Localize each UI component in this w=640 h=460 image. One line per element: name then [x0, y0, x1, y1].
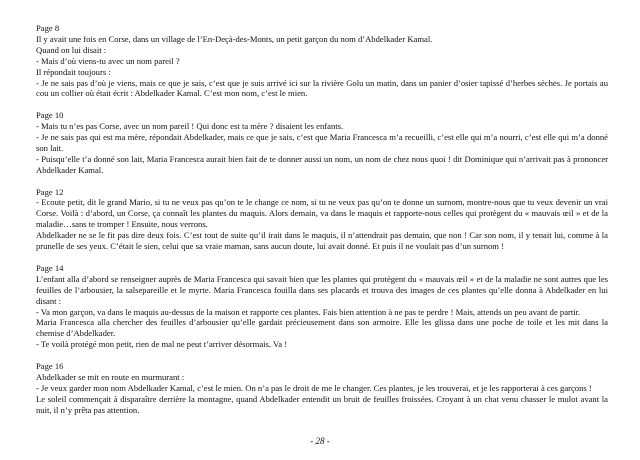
paragraph-line: L’enfant alla d’abord se renseigner auprès de Maria Francesca qui savait bien que les plantes qui protègent du « mauvais œil » et de la maladie ne sont autres que les feuilles de l’arbousier, la salsepareille et le myrte. Maria Francesca fouilla dans ses placards et trouva des images de ces plantes qu’elle donna à Abdelkader en lui disant : — [36, 273, 608, 306]
paragraph-line: Il répondait toujours : — [36, 66, 111, 77]
section-page-8 — [36, 23, 608, 99]
page-label: Page 12 — [36, 186, 64, 197]
section-page-12 — [36, 187, 608, 252]
paragraph-line: Quand on lui disait : — [36, 44, 107, 55]
paragraph-line: - Mais tu n’es pas Corse, avec un nom pareil ! Qui donc est ta mère ? disaient les enfants. — [36, 121, 344, 132]
page-number-footer: - 28 - — [310, 436, 330, 446]
paragraph-line: Le soleil commençait à disparaître derrière la montagne, quand Abdelkader entendit un bruit de feuilles froissées. Croyant à un chat venu chasser le mulot avant la nuit, il n’y prêta pas attention. — [36, 393, 608, 415]
paragraph-line: Il y avait une fois en Corse, dans un village de l’En-Deçà-des-Monts, un petit garçon du nom d’Abdelkader Kamal. — [36, 33, 433, 44]
section-page-10 — [36, 110, 608, 175]
paragraph-line: Abdelkader ne se le fit pas dire deux fois. C’est tout de suite qu’il irait dans le maquis, il n’attendrait pas demain, que non ! Car son nom, il y tenait lui, comme à la prunelle de ses yeux. C’était le sien, celui que sa vraie maman, sans aucun doute, lui avait donné. Et puis il ne voulait pas d’un surnom ! — [36, 230, 608, 252]
paragraph-line: - Je ne sais pas qui est ma mère, répondait Abdelkader, mais ce que je sais, c’est que Maria Francesca m’a recueilli, c’est elle qui m’a nourri, c’est elle qui m’a donné son lait. — [36, 132, 608, 153]
page-label: Page 16 — [36, 361, 64, 372]
paragraph-line: Maria Francesca alla chercher des feuilles d’arbousier qu’elle gardait précieusement dans son armoire. Elle les glissa dans une poche de toile et les mit dans la chemise d’Abdelkader. — [36, 317, 608, 339]
document-body — [36, 23, 608, 416]
paragraph-line: - Mais d’où viens-tu avec un nom pareil ? — [36, 55, 180, 66]
page-label: Page 10 — [36, 110, 64, 121]
paragraph-line: - Te voilà protégé mon petit, rien de mal ne peut t’arriver désormais. Va ! — [36, 339, 288, 350]
paragraph-line: - Va mon garçon, va dans le maquis au-dessus de la maison et rapporte ces plantes. Fais bien attention à ne pas te perdre ! Mais, attends un peu avant de partir. — [36, 306, 581, 317]
paragraph-line: - Je veux garder mon nom Abdelkader Kamal, c’est le mien. On n’a pas le droit de me le changer. Ces plantes, je les trouverai, et je les rapporterai à ces garçons ! — [36, 382, 592, 393]
section-page-14 — [36, 263, 608, 350]
page-label: Page 8 — [36, 23, 60, 33]
paragraph-line: Abdelkader se mit en route en murmurant : — [36, 371, 185, 382]
paragraph-line: - Ecoute petit, dit le grand Mario, si tu ne veux pas qu’on te le change ce nom, si tu ne veux pas qu’on te donne un surnom, montre-nous que tu veux devenir un vrai Corse. Voilà : d’abord, un Corse, ça connaît les plantes du maquis. Alors demain, va dans le maquis et rapporte-nous celles qui protègent du « mauvais œil » et de la maladie…sans te tromper ! Ensuite, nous verrons. — [36, 197, 608, 230]
paragraph-line: - Puisqu’elle t’a donné son lait, Maria Francesca aurait bien fait de te donner aussi un nom, un nom de chez nous quoi ! dit Dominique qui n’arrivait pas à prononcer Abdelkader Kamal. — [36, 153, 608, 175]
page-label: Page 14 — [36, 262, 64, 273]
paragraph-line: - Je ne sais pas d’où je viens, mais ce que je sais, c’est que je suis arrivé ici sur la rivière Golu un matin, dans un panier d’osier tapissé d’herbes sèches. Je portais au cou un collier où était écrit : Abdelkader Kamal. C’est mon nom, c’est le mien. — [36, 77, 608, 99]
section-page-16 — [36, 361, 608, 416]
